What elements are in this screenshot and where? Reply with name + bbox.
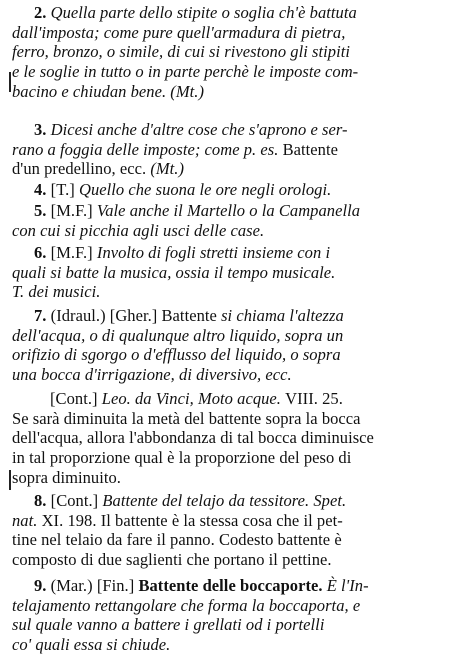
entry-number: 8. (34, 491, 51, 510)
dictionary-entry (12, 491, 462, 570)
text-run: d'un predellino, ecc. (12, 159, 151, 179)
text-run: (Mar.) [Fin.] (50, 576, 139, 595)
text-line (12, 140, 462, 160)
entry-number: 2. (34, 3, 51, 22)
text-line (12, 576, 462, 596)
text-line (12, 62, 462, 82)
text-run: ferro, bronzo, o simile, di cui si rivestono gli stipiti (12, 42, 350, 62)
entry-number: 3. (34, 120, 51, 139)
text-run: rano a foggia delle imposte; come p. es. (12, 139, 283, 159)
text-run: Battente del telajo da tessitore. Spet. (102, 491, 347, 510)
text-line (12, 159, 462, 179)
text-run: Quella parte dello stipite o soglia ch'è battuta (50, 3, 357, 22)
entry-number: 5. (34, 201, 51, 220)
text-line (12, 596, 462, 616)
text-run: quali si batte la musica, ossia il tempo musicale. (12, 262, 336, 282)
dictionary-entry (12, 306, 462, 385)
dictionary-entry (12, 201, 462, 240)
entry-number: 7. (34, 306, 51, 325)
text-run: con cui si picchia agli usci delle case. (12, 220, 265, 240)
text-line (12, 221, 462, 241)
text-line (12, 615, 462, 635)
text-line (12, 428, 462, 448)
text-run: sul quale vanno a battere i grellati od i portelli (12, 615, 325, 635)
text-run: T. dei musici. (12, 282, 101, 302)
text-run: (Idraul.) [Gher.] Battente (50, 306, 222, 325)
text-run: telajamento rettangolare che forma la boccaporta, e (12, 595, 361, 615)
dictionary-entry (12, 576, 462, 655)
text-line (12, 201, 462, 221)
text-run: una bocca d'irrigazione, di diversivo, ecc. (12, 365, 292, 385)
dictionary-entry (12, 120, 462, 179)
text-run: Battente (282, 139, 338, 159)
entry-number: 4. (34, 180, 51, 199)
text-run: in tal proporzione qual è la proporzione del peso di (12, 448, 352, 468)
text-run: orifizio di sgorgo o d'efflusso del liquido, o sopra (12, 345, 341, 365)
text-run: Quello che suona le ore negli orologi. (79, 180, 332, 199)
text-line (12, 120, 462, 140)
text-run: [T.] (50, 180, 79, 199)
text-run: dell'acqua, o di qualunque altro liquido, sopra un (12, 325, 344, 345)
text-run: tine nel telaio da fare il panno. Codesto battente è (12, 530, 342, 550)
left-margin-rule (9, 470, 11, 490)
text-line (12, 511, 462, 531)
text-line (12, 180, 462, 200)
text-run: Vale anche il Martello o la Campanella (96, 201, 361, 220)
text-line (12, 491, 462, 511)
text-line (12, 635, 462, 655)
text-line (12, 365, 462, 385)
text-line (12, 282, 462, 302)
text-line (12, 530, 462, 550)
text-run: Se sarà diminuita la metà del battente sopra la bocca (12, 408, 361, 428)
text-run: bacino e chiudan bene. (Mt.) (12, 81, 205, 101)
text-run: [M.F.] (50, 243, 97, 262)
text-run: Dicesi anche d'altre cose che s'aprono e ser- (50, 120, 348, 139)
text-line (12, 448, 462, 468)
text-run: XI. 198. Il battente è la stessa cosa che il pet- (41, 510, 343, 530)
text-line (12, 550, 462, 570)
text-line (12, 409, 462, 429)
dictionary-entry (12, 389, 462, 488)
text-line (12, 263, 462, 283)
text-run: co' quali essa si chiude. (12, 635, 171, 655)
text-run: Battente delle boccaporte. (138, 576, 327, 595)
text-run: nat. (12, 510, 42, 530)
text-run: [Cont.] (50, 491, 103, 510)
text-line (12, 468, 462, 488)
text-line (12, 243, 462, 263)
text-line (12, 326, 462, 346)
left-margin-rule (9, 72, 11, 92)
text-run: [M.F.] (50, 201, 97, 220)
text-run: sopra diminuito. (12, 467, 121, 487)
text-run: (Mt.) (150, 159, 185, 179)
entry-number: 6. (34, 243, 51, 262)
dictionary-entry (12, 243, 462, 302)
text-line (12, 23, 462, 43)
text-line (12, 345, 462, 365)
dictionary-entry (12, 180, 462, 200)
entry-number: 9. (34, 576, 51, 595)
text-line (12, 82, 462, 102)
text-line (12, 306, 462, 326)
text-run: Involto di fogli stretti insieme con i (96, 243, 331, 262)
text-run: si chiama l'altezza (221, 306, 344, 325)
text-line (12, 3, 462, 23)
text-run: e le soglie in tutto o in parte perchè le imposte com- (12, 62, 359, 82)
dictionary-entry (12, 3, 462, 102)
text-run: [Cont.] (50, 389, 102, 408)
text-run: VIII. 25. (285, 389, 343, 408)
text-line (12, 42, 462, 62)
text-line (12, 389, 462, 409)
text-run: dall'imposta; come pure quell'armadura di pietra, (12, 22, 346, 42)
text-run: Leo. da Vinci, Moto acque. (101, 389, 286, 408)
text-run: È l'In- (326, 576, 369, 595)
text-run: dell'acqua, allora l'abbondanza di tal bocca diminuisce (12, 428, 374, 448)
text-run: composto di due saglienti che portano il pettine. (12, 550, 332, 570)
